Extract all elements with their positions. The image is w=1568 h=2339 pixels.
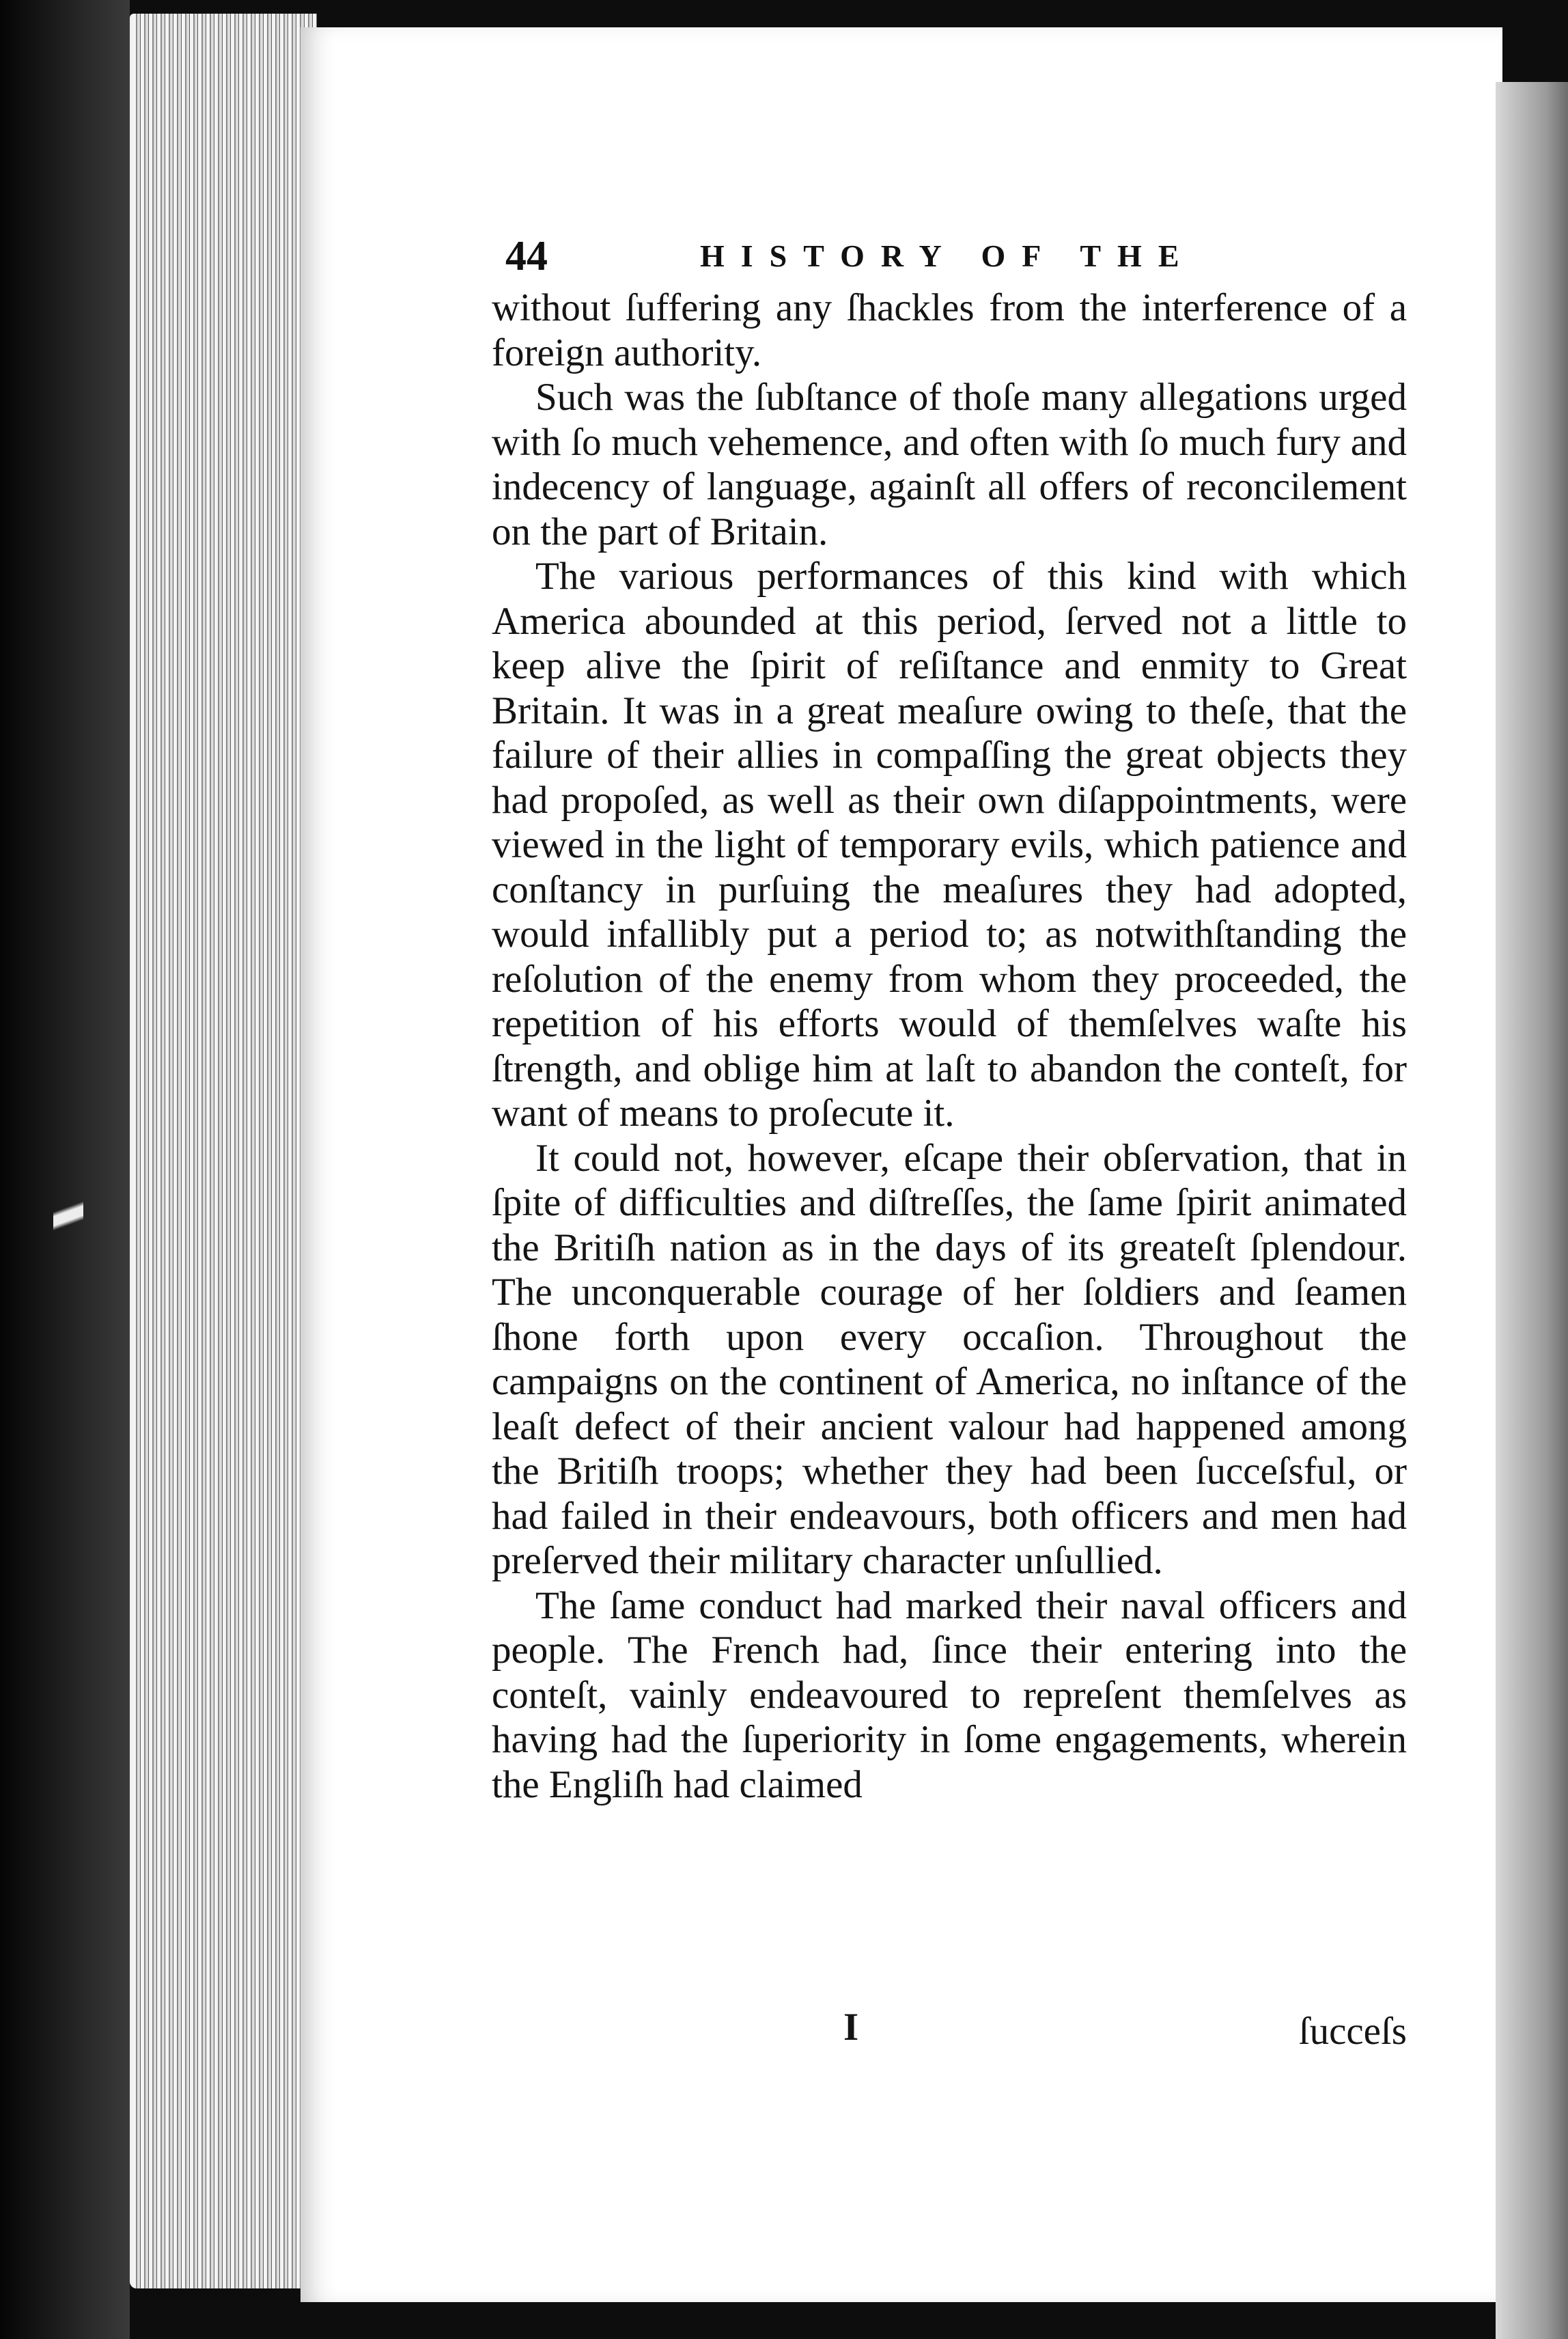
paragraph: The various performances of this kind with which America abounded at this period, ſerved not a little to keep alive the ſpirit of reſiſtance and enmity to Great Britain. It was in a great meaſure owing to theſe, that the failure of their allies in compaſſing the great objects they had propoſed, as well as their own diſappointments, were viewed in the light of temporary evils, which patience and conſtancy in purſuing the meaſures they had adopted, would infallibly put a period to; as notwithſtanding the reſolution of the enemy from whom they proceeded, the repetition of his efforts would of themſelves waſte his ſtrength, and oblige him at laſt to abandon the conteſt, for want of means to proſecute it. — [492, 555, 1407, 1135]
running-title: HISTORY OF THE — [700, 238, 1196, 273]
page-tab-mark — [53, 1175, 83, 1257]
running-head — [505, 232, 1420, 287]
facing-page-edge — [1496, 82, 1568, 2339]
paragraph-continued: without ſuffering any ſhackles from the interference of a foreign authority. — [492, 286, 1407, 374]
page-number: 44 — [505, 233, 548, 279]
catchword: ſucceſs — [1298, 2010, 1407, 2053]
paragraph: It could not, however, eſcape their obſervation, that in ſpite of difficulties and diſtreſſes, the ſame ſpirit animated the Britiſh nation as in the days of its greateſt ſplendour. The unconquerable courage of her ſoldiers and ſeamen ſhone forth upon every occaſion. Throughout the campaigns on the continent of America, no inſtance of the leaſt defect of their ancient valour had happened among the Britiſh troops; whether they had been ſucceſsful, or had failed in their endeavours, both officers and men had preſerved their military character unſullied. — [492, 1136, 1407, 1582]
book-binding — [0, 0, 130, 2339]
page-edges — [130, 14, 317, 2288]
signature-mark: I — [843, 2006, 859, 2049]
paragraph: The ſame conduct had marked their naval officers and people. The French had, ſince their entering into the conteſt, vainly endeavoured to repreſent themſelves as having had the ſuperiority in ſome engagements, wherein the Engliſh had claimed — [492, 1583, 1407, 1806]
body-text — [492, 286, 1407, 1807]
page-footer — [492, 2005, 1407, 2060]
paragraph: Such was the ſubſtance of thoſe many allegations urged with ſo much vehemence, and often with ſo much fury and indecency of language, againſt all offers of reconcilement on the part of Britain. — [492, 376, 1407, 553]
